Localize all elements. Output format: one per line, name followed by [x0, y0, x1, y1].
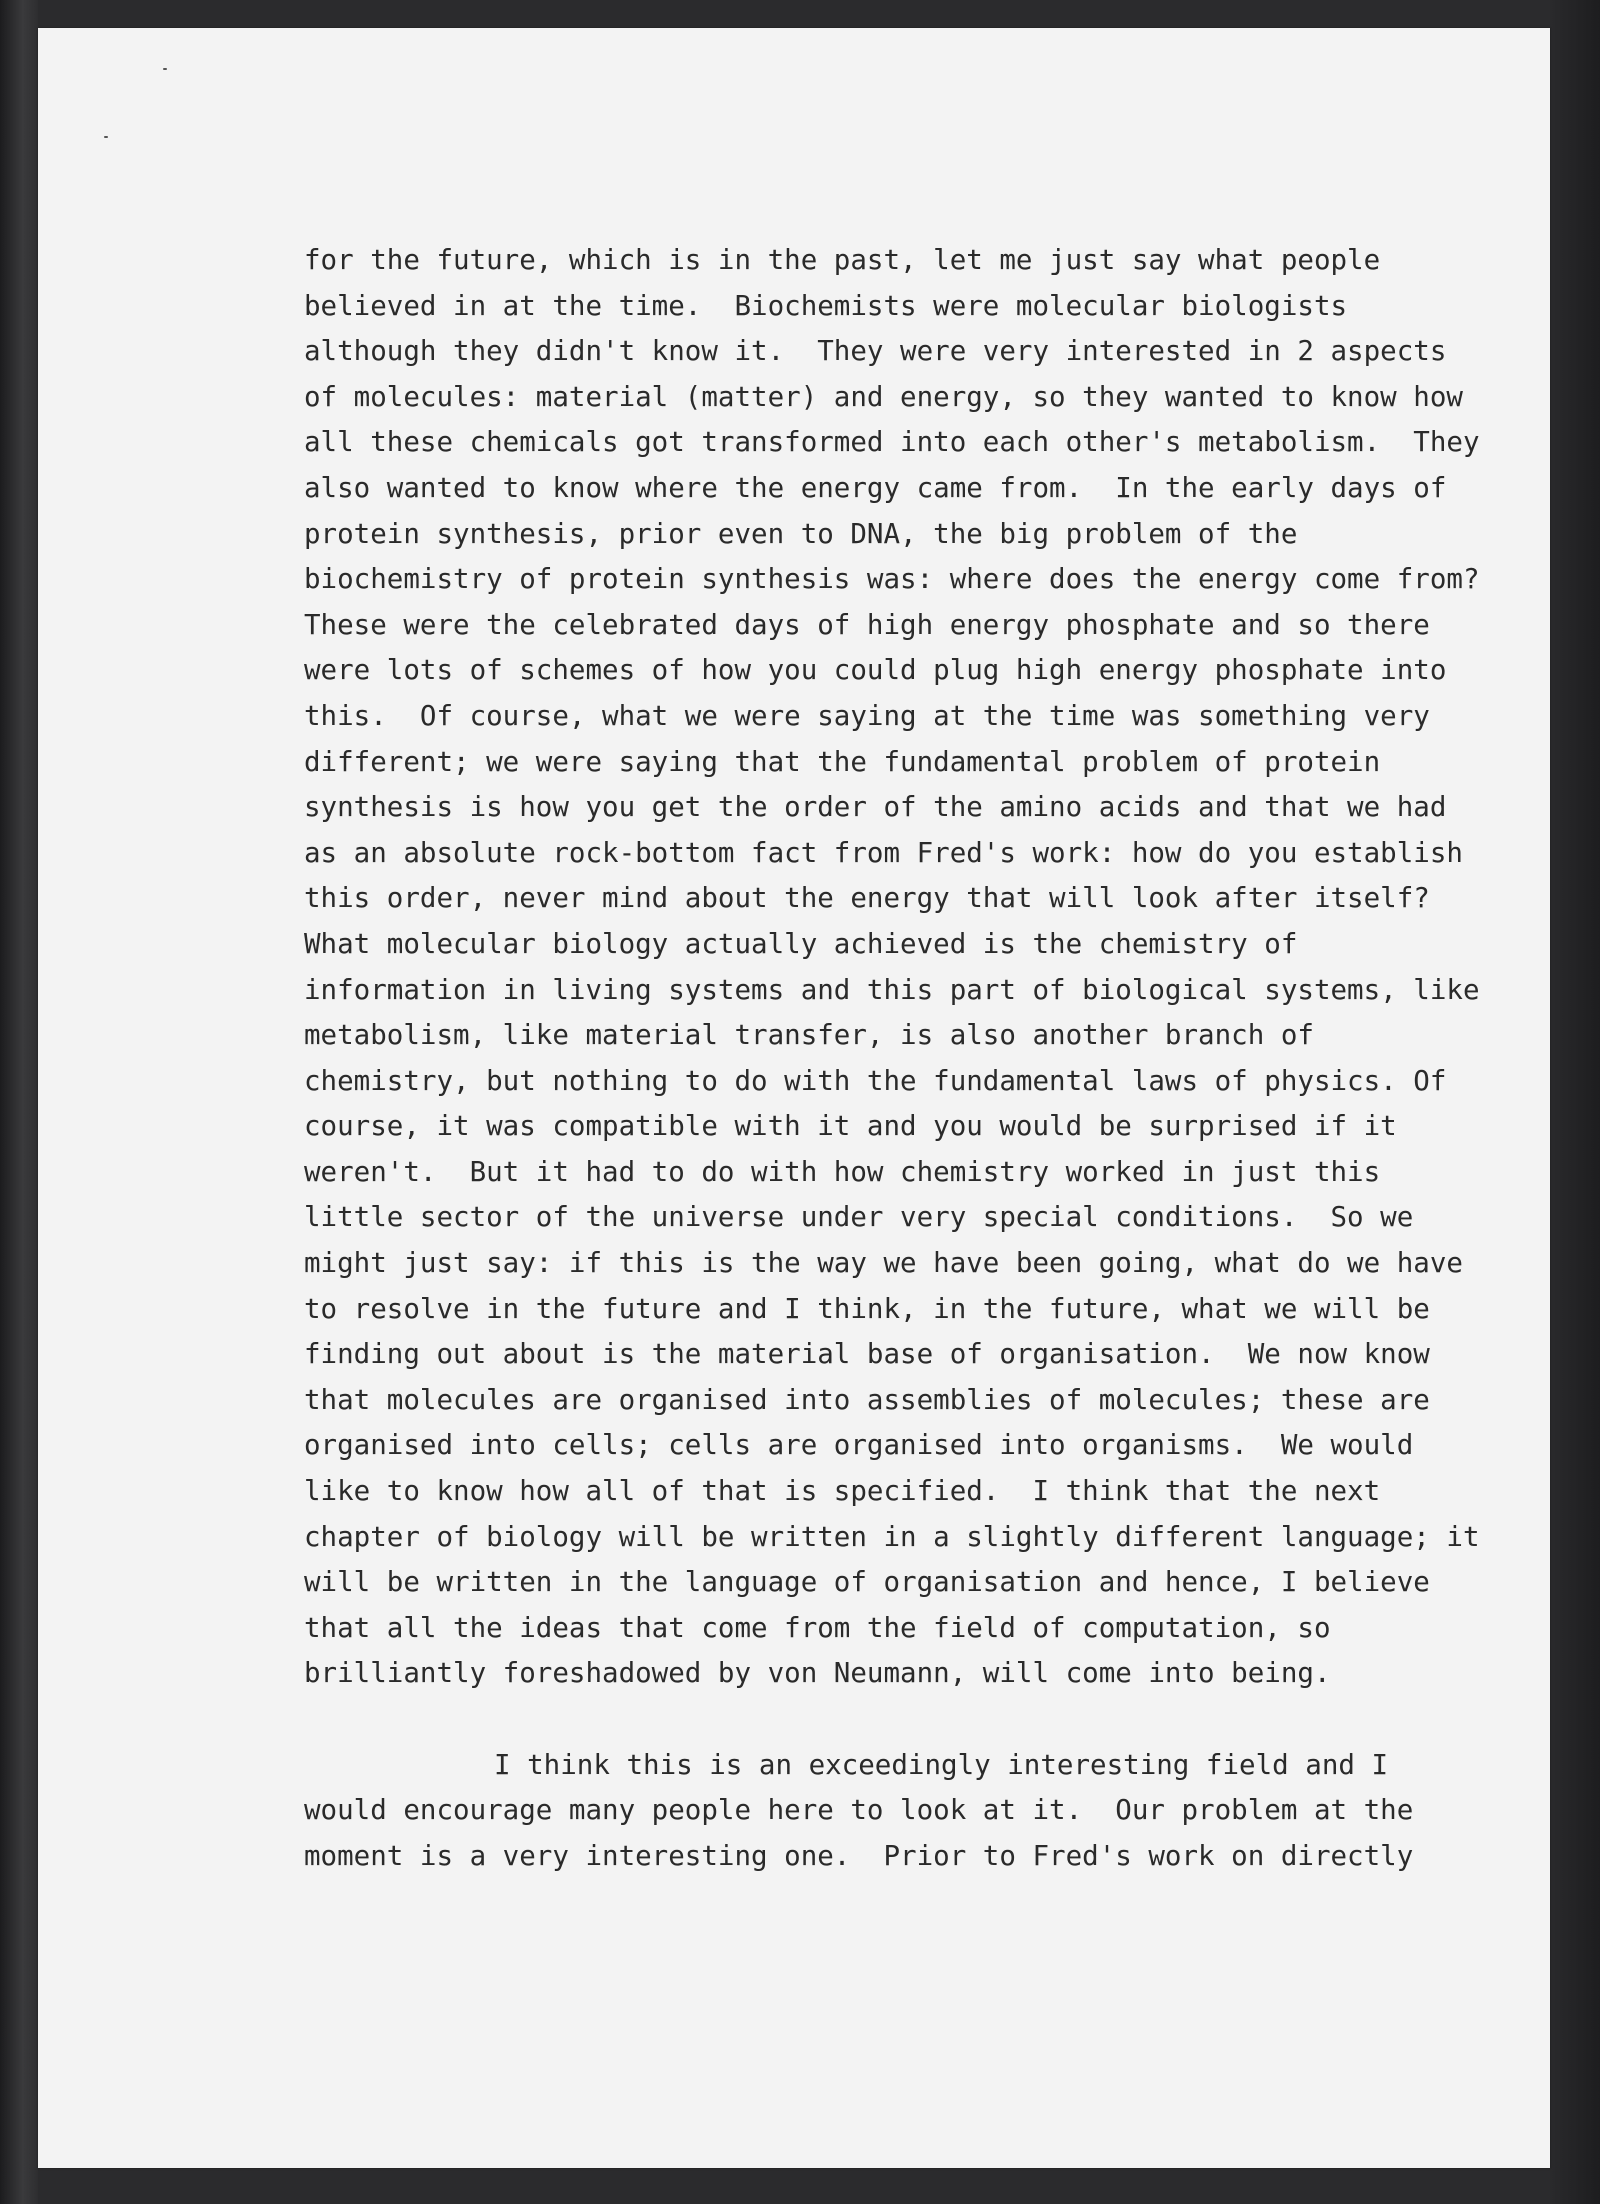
paper-speck: [163, 68, 167, 70]
text-line: protein synthesis, prior even to DNA, the big problem of the: [304, 517, 1298, 550]
text-line: metabolism, like material transfer, is also another branch of: [304, 1019, 1314, 1052]
text-line: this order, never mind about the energy that will look after itself?: [304, 882, 1430, 915]
text-line: synthesis is how you get the order of the amino acids and that we had: [304, 791, 1447, 824]
text-line: that molecules are organised into assemblies of molecules; these are: [304, 1383, 1430, 1416]
paper-speck: [104, 136, 108, 138]
scan-background-right: [1550, 0, 1600, 2204]
page-body: [304, 238, 1480, 1879]
text-line: chemistry, but nothing to do with the fundamental laws of physics. Of: [304, 1064, 1447, 1097]
text-line: to resolve in the future and I think, in the future, what we will be: [304, 1292, 1430, 1325]
text-line: course, it was compatible with it and you would be surprised if it: [304, 1110, 1397, 1143]
text-line: were lots of schemes of how you could plug high energy phosphate into: [304, 654, 1447, 687]
text-line: organised into cells; cells are organised into organisms. We would: [304, 1429, 1414, 1462]
scan-background-left: [0, 0, 38, 2204]
text-line: information in living systems and this part of biological systems, like: [304, 973, 1480, 1006]
text-line: These were the celebrated days of high energy phosphate and so there: [304, 608, 1430, 641]
text-line: for the future, which is in the past, let me just say what people: [304, 244, 1381, 276]
text-line: this. Of course, what we were saying at the time was something very: [304, 699, 1430, 732]
text-line: of molecules: material (matter) and energy, so they wanted to know how: [304, 380, 1463, 413]
text-line: that all the ideas that come from the field of computation, so: [304, 1611, 1331, 1644]
text-line: moment is a very interesting one. Prior to Fred's work on directly: [304, 1839, 1414, 1872]
paragraph-gap: [304, 1697, 1444, 1743]
text-line: believed in at the time. Biochemists were molecular biologists: [304, 289, 1348, 322]
text-line: weren't. But it had to do with how chemistry worked in just this: [304, 1155, 1381, 1188]
text-line: What molecular biology actually achieved is the chemistry of: [304, 927, 1298, 960]
paragraph-2: [304, 1743, 1444, 1880]
text-line: as an absolute rock-bottom fact from Fred's work: how do you establish: [304, 836, 1463, 869]
text-line: all these chemicals got transformed into each other's metabolism. They: [304, 426, 1480, 459]
text-line: finding out about is the material base of organisation. We now know: [304, 1338, 1430, 1371]
text-line: biochemistry of protein synthesis was: where does the energy come from?: [304, 563, 1480, 596]
text-line: different; we were saying that the fundamental problem of protein: [304, 745, 1381, 778]
text-line: will be written in the language of organisation and hence, I believe: [304, 1566, 1430, 1599]
text-line: might just say: if this is the way we have been going, what do we have: [304, 1247, 1463, 1280]
paragraph-1: [304, 238, 1480, 1697]
text-line: would encourage many people here to look at it. Our problem at the: [304, 1794, 1414, 1827]
text-line: brilliantly foreshadowed by von Neumann, will come into being.: [304, 1657, 1331, 1690]
text-line: little sector of the universe under very special conditions. So we: [304, 1201, 1414, 1234]
text-line: also wanted to know where the energy came from. In the early days of: [304, 471, 1447, 504]
text-line: like to know how all of that is specified. I think that the next: [304, 1475, 1381, 1508]
text-line: I think this is an exceedingly interesting field and I: [494, 1748, 1389, 1781]
text-line: chapter of biology will be written in a slightly different language; it: [304, 1520, 1480, 1553]
text-line: although they didn't know it. They were very interested in 2 aspects: [304, 335, 1447, 368]
typewritten-page: [38, 28, 1550, 2168]
